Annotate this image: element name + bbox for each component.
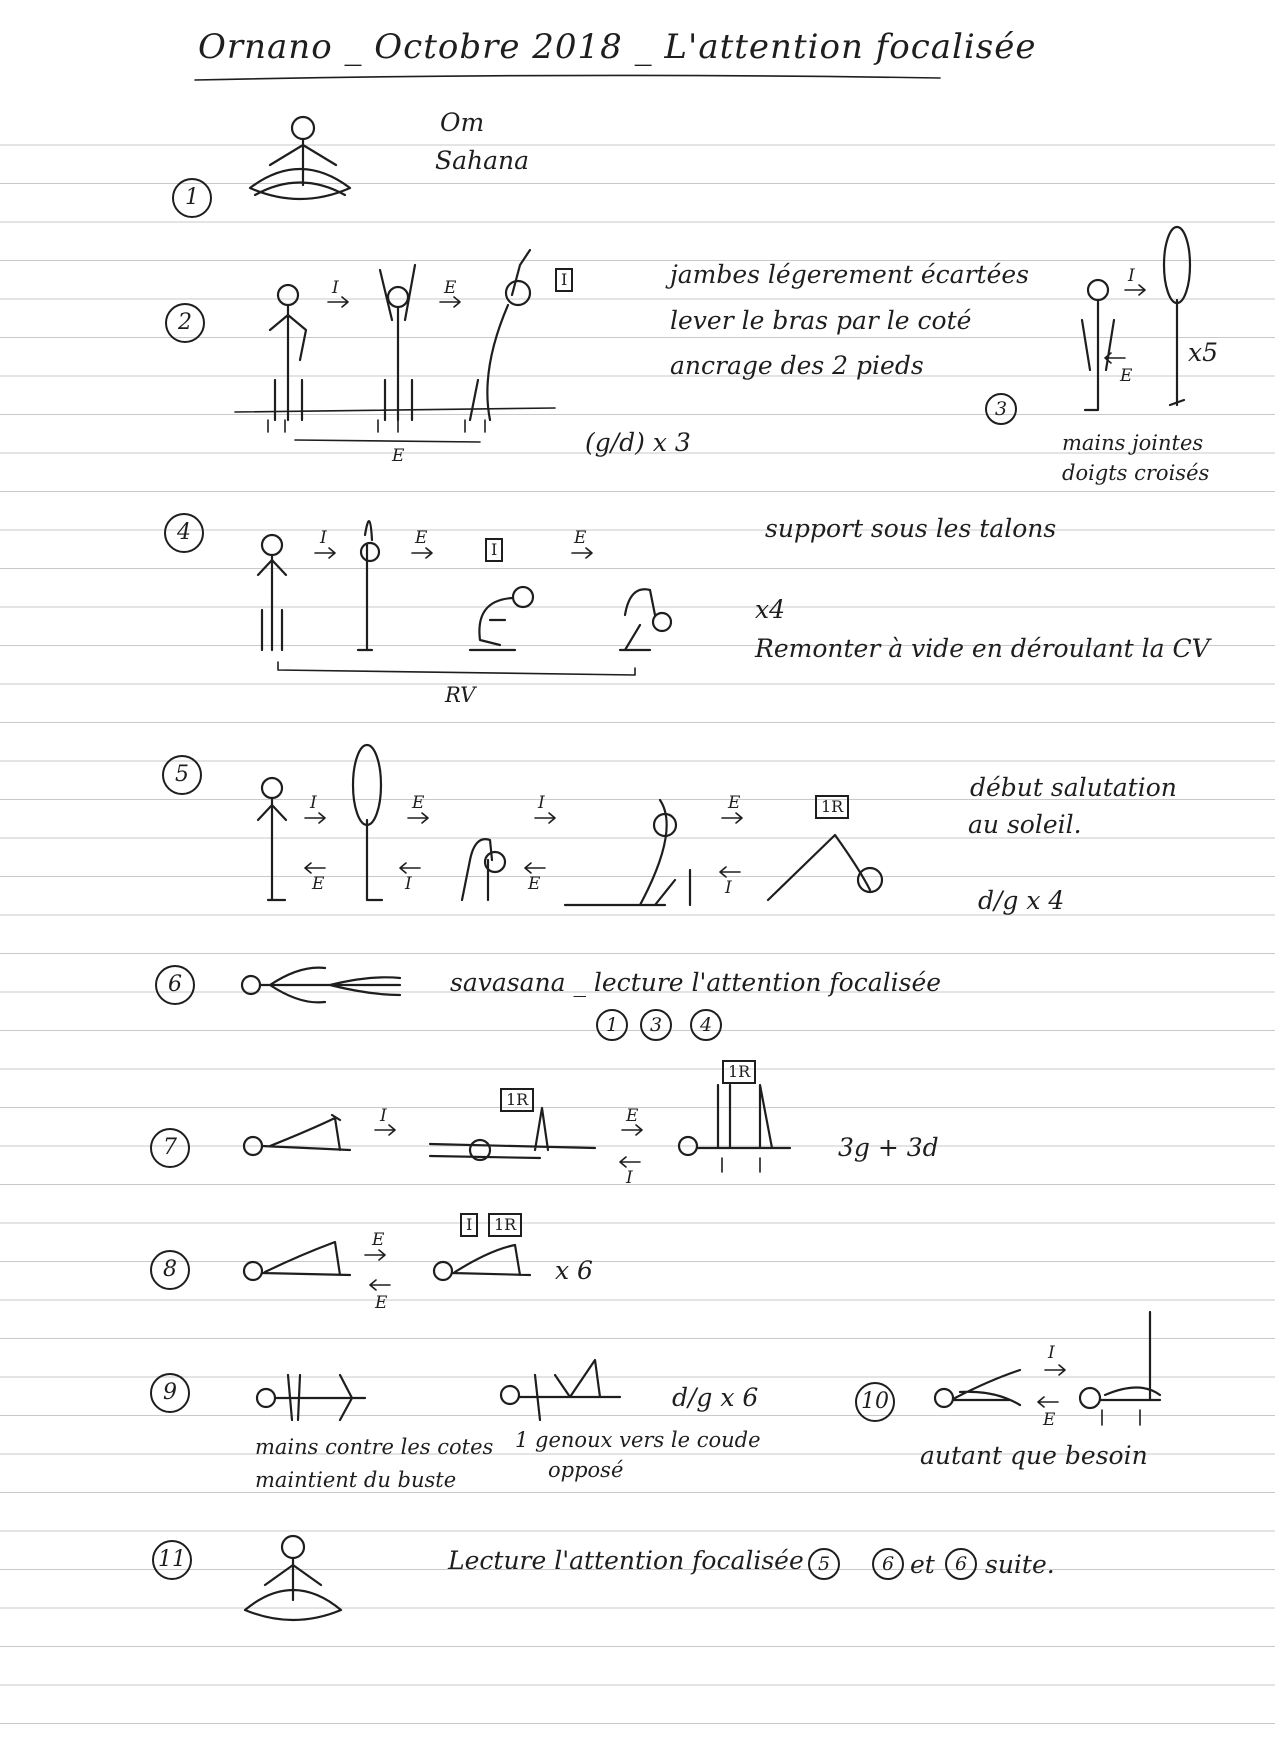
step-number-6: 6 bbox=[155, 965, 195, 1005]
step2-line1: jambes légerement écartées bbox=[670, 260, 1029, 289]
exhale-label: E bbox=[392, 446, 405, 466]
step1-note-om: Om bbox=[440, 108, 485, 137]
hold-inhale-box: I bbox=[485, 538, 503, 562]
step9-line1: mains contre les cotes bbox=[255, 1435, 494, 1459]
sun-salutation-figure bbox=[258, 745, 882, 905]
step2-line2: lever le bras par le coté bbox=[670, 306, 972, 335]
step9-line3: 1 genoux vers le coude bbox=[515, 1428, 761, 1452]
exhale-label: E bbox=[372, 1230, 385, 1250]
savasana-figure bbox=[242, 968, 400, 1003]
step11-text: Lecture l'attention focalisée bbox=[448, 1546, 804, 1575]
step-number-2: 2 bbox=[165, 303, 205, 343]
inhale-label: I bbox=[1048, 1343, 1055, 1363]
step6-line1: savasana _ lecture l'attention focalisée bbox=[450, 968, 942, 997]
exhale-label: E bbox=[528, 874, 541, 894]
step-number-3: 3 bbox=[985, 393, 1017, 425]
seated-pose-figure bbox=[250, 117, 350, 199]
step-number-8: 8 bbox=[150, 1250, 190, 1290]
hold-exhale-box: 1R bbox=[722, 1060, 756, 1084]
step2-reps: (g/d) x 3 bbox=[585, 428, 691, 457]
exhale-label: E bbox=[415, 528, 428, 548]
step-number-11: 11 bbox=[152, 1540, 192, 1580]
step6-ref-4: 4 bbox=[690, 1009, 722, 1041]
inhale-label: I bbox=[332, 278, 339, 298]
step5-line1: début salutation bbox=[970, 773, 1177, 802]
arms-up-figure bbox=[1082, 227, 1190, 410]
inhale-label: I bbox=[538, 793, 545, 813]
step-number-10: 10 bbox=[855, 1382, 895, 1422]
hold-inhale-box: I bbox=[555, 268, 573, 292]
step11-ref-6b: 6 bbox=[945, 1548, 977, 1580]
step-number-4: 4 bbox=[164, 513, 204, 553]
step4-line2: x4 bbox=[755, 595, 786, 624]
step4-rv-label: RV bbox=[445, 683, 476, 707]
step2-line3: ancrage des 2 pieds bbox=[670, 351, 924, 380]
step10-line1: autant que besoin bbox=[920, 1441, 1148, 1470]
arm-raise-sequence-figure bbox=[235, 250, 555, 442]
step1-note-sahana: Sahana bbox=[435, 146, 530, 175]
step9-reps: d/g x 6 bbox=[672, 1383, 759, 1412]
title-underline bbox=[195, 75, 940, 80]
step-number-7: 7 bbox=[150, 1128, 190, 1168]
seated-meditation-figure bbox=[245, 1536, 341, 1620]
step9-line4: opposé bbox=[548, 1458, 624, 1482]
exhale-label: E bbox=[1043, 1410, 1056, 1430]
step-number-1: 1 bbox=[172, 178, 212, 218]
step6-ref-3: 3 bbox=[640, 1009, 672, 1041]
exhale-label: E bbox=[312, 874, 325, 894]
exhale-label: E bbox=[728, 793, 741, 813]
step9-line2: maintient du buste bbox=[255, 1468, 457, 1492]
exhale-label: E bbox=[375, 1293, 388, 1313]
knee-to-elbow-figure bbox=[257, 1360, 620, 1420]
exhale-label: E bbox=[574, 528, 587, 548]
step4-line3: Remonter à vide en déroulant la CV bbox=[755, 634, 1210, 663]
step3-line1: mains jointes bbox=[1062, 431, 1204, 455]
step5-line2: au soleil. bbox=[968, 810, 1082, 839]
exhale-label: E bbox=[1120, 366, 1133, 386]
inhale-label: I bbox=[320, 528, 327, 548]
hold-exhale-box: 1R bbox=[500, 1088, 534, 1112]
step11-suite: suite. bbox=[985, 1550, 1055, 1579]
inhale-label: I bbox=[380, 1106, 387, 1126]
step-number-5: 5 bbox=[162, 755, 202, 795]
step3-line2: doigts croisés bbox=[1062, 461, 1210, 485]
inhale-label: I bbox=[310, 793, 317, 813]
step4-line1: support sous les talons bbox=[765, 514, 1057, 543]
step11-ref-6a: 6 bbox=[872, 1548, 904, 1580]
step5-reps: d/g x 4 bbox=[978, 886, 1065, 915]
exhale-label: E bbox=[444, 278, 457, 298]
exhale-label: E bbox=[412, 793, 425, 813]
ruled-lines bbox=[0, 145, 1275, 1724]
hold-exhale-box: 1R bbox=[815, 795, 849, 819]
page-title: Ornano _ Octobre 2018 _ L'attention focalisée bbox=[198, 27, 1037, 67]
inhale-label: I bbox=[626, 1168, 633, 1188]
hold-exhale-box: 1R bbox=[488, 1213, 522, 1237]
inhale-label: I bbox=[725, 878, 732, 898]
step11-et: et bbox=[910, 1550, 935, 1579]
step11-ref-5: 5 bbox=[808, 1548, 840, 1580]
inhale-label: I bbox=[1128, 266, 1135, 286]
step7-reps: 3g + 3d bbox=[838, 1133, 939, 1162]
hold-inhale-box: I bbox=[460, 1213, 478, 1237]
knees-to-chest-figure bbox=[935, 1312, 1160, 1425]
step8-reps: x 6 bbox=[555, 1256, 593, 1285]
step6-ref-1: 1 bbox=[596, 1009, 628, 1041]
exhale-label: E bbox=[626, 1106, 639, 1126]
step3-reps: x5 bbox=[1188, 338, 1219, 367]
step-number-9: 9 bbox=[150, 1373, 190, 1413]
inhale-label: I bbox=[405, 874, 412, 894]
